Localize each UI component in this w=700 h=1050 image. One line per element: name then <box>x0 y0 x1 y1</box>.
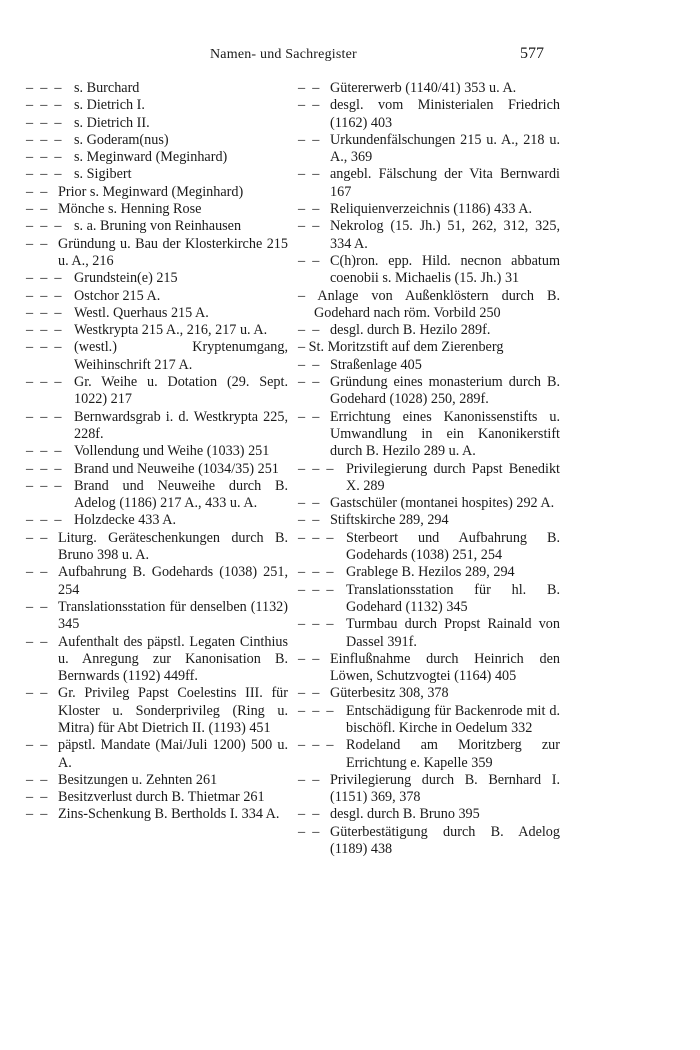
entry-text: Güterbesitz 308, 378 <box>330 685 449 702</box>
index-entry <box>26 80 288 97</box>
entry-dash: – – <box>298 495 320 512</box>
entry-text: Brand und Neuweihe durch B. Adelog (1186) 217 A., 433 u. A. <box>74 477 288 512</box>
entry-text: desgl. durch B. Hezilo 289f. <box>330 322 491 339</box>
entry-text: Grablege B. Hezilos 289, 294 <box>346 564 515 581</box>
entry-dash: – – – <box>26 339 62 356</box>
index-entry <box>26 374 288 409</box>
entry-text: Westl. Querhaus 215 A. <box>74 304 209 321</box>
entry-text: s. Meginward (Meginhard) <box>74 149 228 166</box>
entry-text: Prior s. Meginward (Meginhard) <box>58 183 244 200</box>
entry-text: Gr. Privileg Papst Coelestins III. für Kloster u. Sonderprivileg (Ring u. Mitra) für Abt Dietrich II. (1193) 451 <box>58 685 288 736</box>
entry-text: Gr. Weihe u. Dotation (29. Sept. 1022) 217 <box>74 374 288 408</box>
index-entry <box>26 443 288 460</box>
index-entry <box>26 115 288 132</box>
index-entry <box>26 305 288 322</box>
entry-text: s. Burchard <box>74 80 140 96</box>
entry-dash: – – – <box>298 460 334 477</box>
entry-dash: – – <box>298 512 320 529</box>
index-entry <box>26 270 288 287</box>
entry-text: s. Dietrich I. <box>74 97 145 114</box>
index-entry <box>298 582 560 617</box>
index-entry <box>298 824 560 859</box>
entry-text: s. Sigibert <box>74 166 132 183</box>
entry-dash: – – – <box>26 287 62 304</box>
entry-dash: – – – <box>26 477 62 494</box>
entry-dash: – – – <box>26 218 62 235</box>
entry-text: Einflußnahme durch Heinrich den Löwen, Schutzvogtei (1164) 405 <box>330 650 560 685</box>
index-entry <box>26 322 288 339</box>
entry-text: Bernwardsgrab i. d. Westkrypta 225, 228f. <box>74 408 288 442</box>
entry-text: s. Goderam(nus) <box>74 131 169 148</box>
entry-dash: – – – <box>26 512 62 529</box>
entry-text: Westkrypta 215 A., 216, 217 u. A. <box>74 322 268 339</box>
entry-dash: – – – <box>26 304 62 321</box>
index-entry <box>26 737 288 772</box>
entry-text: Entschädigung für Backenrode mit d. bischöfl. Kirche in Oedelum 332 <box>346 702 560 736</box>
index-entry <box>298 737 560 772</box>
index-entry <box>26 132 288 149</box>
entry-dash: – <box>298 287 318 304</box>
entry-dash: – – <box>26 235 48 252</box>
entry-dash: – – – <box>26 97 62 114</box>
entry-dash: – – <box>298 201 320 218</box>
entry-text: Translationsstation für hl. B. Godehard (1132) 345 <box>346 581 560 615</box>
index-entry <box>298 374 560 409</box>
index-entry <box>26 512 288 529</box>
entry-dash: – – <box>26 633 48 650</box>
entry-dash: – – <box>298 80 320 96</box>
index-entry <box>298 806 560 823</box>
index-entry <box>298 512 560 529</box>
index-entry <box>26 772 288 789</box>
index-entry <box>298 166 560 201</box>
index-column-left <box>26 80 288 824</box>
index-entry <box>26 530 288 565</box>
index-entry <box>298 80 560 97</box>
entry-dash: – – – <box>26 114 62 131</box>
entry-dash: – – <box>26 806 48 823</box>
entry-dash: – – – <box>26 166 62 183</box>
entry-dash: – – <box>298 252 320 269</box>
entry-text: Translationsstation für denselben (1132) 345 <box>58 598 288 633</box>
entry-dash: – – – <box>298 564 334 581</box>
index-entry <box>26 201 288 218</box>
entry-dash: – – – <box>26 149 62 166</box>
entry-text: Gastschüler (montanei hospites) 292 A. <box>330 495 555 512</box>
entry-text: s. Dietrich II. <box>74 114 150 131</box>
entry-text: C(h)ron. epp. Hild. necnon abbatum coenobii s. Michaelis (15. Jh.) 31 <box>330 252 560 287</box>
entry-dash: – – – <box>26 270 62 287</box>
entry-dash: – – <box>298 650 320 667</box>
entry-dash: – – – <box>26 322 62 339</box>
entry-text: Gütererwerb (1140/41) 353 u. A. <box>330 80 517 96</box>
entry-dash: – – – <box>298 581 334 598</box>
entry-dash: – – <box>298 356 320 373</box>
index-entry <box>298 530 560 565</box>
index-entry <box>26 97 288 114</box>
index-entry <box>26 236 288 271</box>
entry-dash: – – <box>26 183 48 200</box>
index-entry <box>298 616 560 651</box>
entry-text: Turmbau durch Propst Rainald von Dassel 391f. <box>346 616 560 650</box>
entry-text: Privilegierung durch B. Bernhard I. (1151) 369, 378 <box>330 771 560 806</box>
entry-text: angebl. Fälschung der Vita Bernwardi 167 <box>330 166 560 200</box>
running-title: Namen- und Sachregister <box>210 47 357 62</box>
page-number: 577 <box>520 45 544 62</box>
index-entry <box>298 201 560 218</box>
entry-dash: – – <box>298 771 320 788</box>
index-entry <box>298 651 560 686</box>
entry-text: Mönche s. Henning Rose <box>58 201 202 218</box>
index-entry <box>26 599 288 634</box>
index-entry <box>26 685 288 737</box>
entry-text: desgl. vom Ministerialen Friedrich (1162) 403 <box>330 97 560 131</box>
entry-dash: – – – <box>26 460 62 477</box>
entry-text: Straßenlage 405 <box>330 356 422 373</box>
entry-dash: – – – <box>26 131 62 148</box>
entry-dash: – – <box>298 166 320 183</box>
index-entry <box>298 409 560 461</box>
entry-dash: – – – <box>298 616 334 633</box>
entry-dash: – – <box>26 685 48 702</box>
entry-dash: – – <box>298 97 320 114</box>
entry-text: Rodeland am Moritzberg zur Errichtung e. Kapelle 359 <box>346 737 560 771</box>
entry-text: Gründung u. Bau der Klosterkirche 215 u. A., 216 <box>58 235 288 269</box>
entry-text: St. Moritzstift auf dem Zierenberg <box>308 339 504 356</box>
entry-text: Besitzverlust durch B. Thietmar 261 <box>58 789 265 806</box>
entry-text: Gründung eines monasterium durch B. Godehard (1028) 250, 289f. <box>330 374 560 408</box>
index-entry <box>26 149 288 166</box>
entry-dash: – – <box>298 823 320 840</box>
index-entry <box>26 806 288 823</box>
index-entry <box>26 288 288 305</box>
entry-text: Sterbeort und Aufbahrung B. Godehards (1038) 251, 254 <box>346 529 560 564</box>
entry-text: Vollendung und Weihe (1033) 251 <box>74 443 270 460</box>
entry-text: Ostchor 215 A. <box>74 287 161 304</box>
entry-dash: – – <box>298 322 320 339</box>
index-entry <box>298 132 560 167</box>
entry-dash: – – <box>298 374 320 391</box>
entry-dash: – <box>298 339 309 356</box>
entry-dash: – – <box>26 564 48 581</box>
index-entry <box>298 218 560 253</box>
entry-text: Nekrolog (15. Jh.) 51, 262, 312, 325, 334 A. <box>330 218 560 252</box>
entry-text: s. a. Bruning von Reinhausen <box>74 218 242 235</box>
entry-text: Errichtung eines Kanonissenstifts u. Umwandlung in ein Kanonikerstift durch B. Hezilo 289 u. A. <box>330 408 560 460</box>
entry-text: Reliquienverzeichnis (1186) 433 A. <box>330 201 532 218</box>
entry-dash: – – <box>26 737 48 754</box>
entry-dash: – – – <box>26 408 62 425</box>
index-entry <box>26 564 288 599</box>
entry-dash: – – – <box>298 737 334 754</box>
index-entry <box>298 357 560 374</box>
index-entry <box>26 461 288 478</box>
index-column-right <box>298 80 560 858</box>
index-entry <box>298 97 560 132</box>
entry-dash: – – <box>26 529 48 546</box>
entry-dash: – – <box>298 806 320 823</box>
index-entry <box>298 772 560 807</box>
entry-text: Urkundenfälschungen 215 u. A., 218 u. A., 369 <box>330 131 560 166</box>
index-entry <box>26 789 288 806</box>
entry-dash: – – – <box>26 80 62 96</box>
entry-dash: – – – <box>26 443 62 460</box>
entry-text: desgl. durch B. Bruno 395 <box>330 806 480 823</box>
entry-text: Aufbahrung B. Godehards (1038) 251, 254 <box>58 564 288 598</box>
entry-text: Brand und Neuweihe (1034/35) 251 <box>74 460 279 477</box>
index-entry <box>298 339 560 356</box>
index-entry <box>298 288 560 323</box>
entry-dash: – – <box>298 218 320 235</box>
index-entry <box>298 703 560 738</box>
entry-dash: – – <box>26 789 48 806</box>
index-entry <box>298 564 560 581</box>
index-entry <box>298 322 560 339</box>
entry-dash: – – <box>298 685 320 702</box>
entry-text: Anlage von Außenklöstern durch B. Godehard nach röm. Vorbild 250 <box>314 287 561 321</box>
entry-dash: – – – <box>26 374 62 391</box>
entry-dash: – – <box>298 131 320 148</box>
entry-dash: – – <box>26 598 48 615</box>
index-entry <box>298 495 560 512</box>
entry-dash: – – <box>26 771 48 788</box>
index-entry <box>298 685 560 702</box>
entry-text: Güterbestätigung durch B. Adelog (1189) 438 <box>330 823 560 858</box>
entry-text: Besitzungen u. Zehnten 261 <box>58 771 218 788</box>
index-entry <box>298 253 560 288</box>
entry-text: Holzdecke 433 A. <box>74 512 177 529</box>
index-entry <box>26 218 288 235</box>
index-entry <box>26 184 288 201</box>
index-entry <box>26 339 288 374</box>
index-entry <box>26 634 288 686</box>
entry-text: Privilegierung durch Papst Benedikt X. 289 <box>346 460 560 494</box>
entry-dash: – – – <box>298 702 334 719</box>
entry-dash: – – <box>298 408 320 425</box>
entry-dash: – – – <box>298 529 334 546</box>
entry-text: Stiftskirche 289, 294 <box>330 512 449 529</box>
page-header <box>0 47 700 67</box>
index-entry <box>26 166 288 183</box>
entry-text: (westl.) Kryptenumgang, Weihinschrift 217 A. <box>74 339 288 373</box>
entry-text: Liturg. Geräteschenkungen durch B. Bruno 398 u. A. <box>58 529 288 564</box>
entry-text: Zins-Schenkung B. Bertholds I. 334 A. <box>58 806 280 823</box>
entry-text: Aufenthalt des päpstl. Legaten Cinthius u. Anregung zur Kanonisation B. Bernwards (1192) 449ff. <box>58 633 288 685</box>
entry-text: Grundstein(e) 215 <box>74 270 178 287</box>
entry-text: päpstl. Mandate (Mai/Juli 1200) 500 u. A. <box>58 737 288 771</box>
index-entry <box>298 461 560 496</box>
index-entry <box>26 478 288 513</box>
entry-dash: – – <box>26 201 48 218</box>
index-entry <box>26 409 288 444</box>
